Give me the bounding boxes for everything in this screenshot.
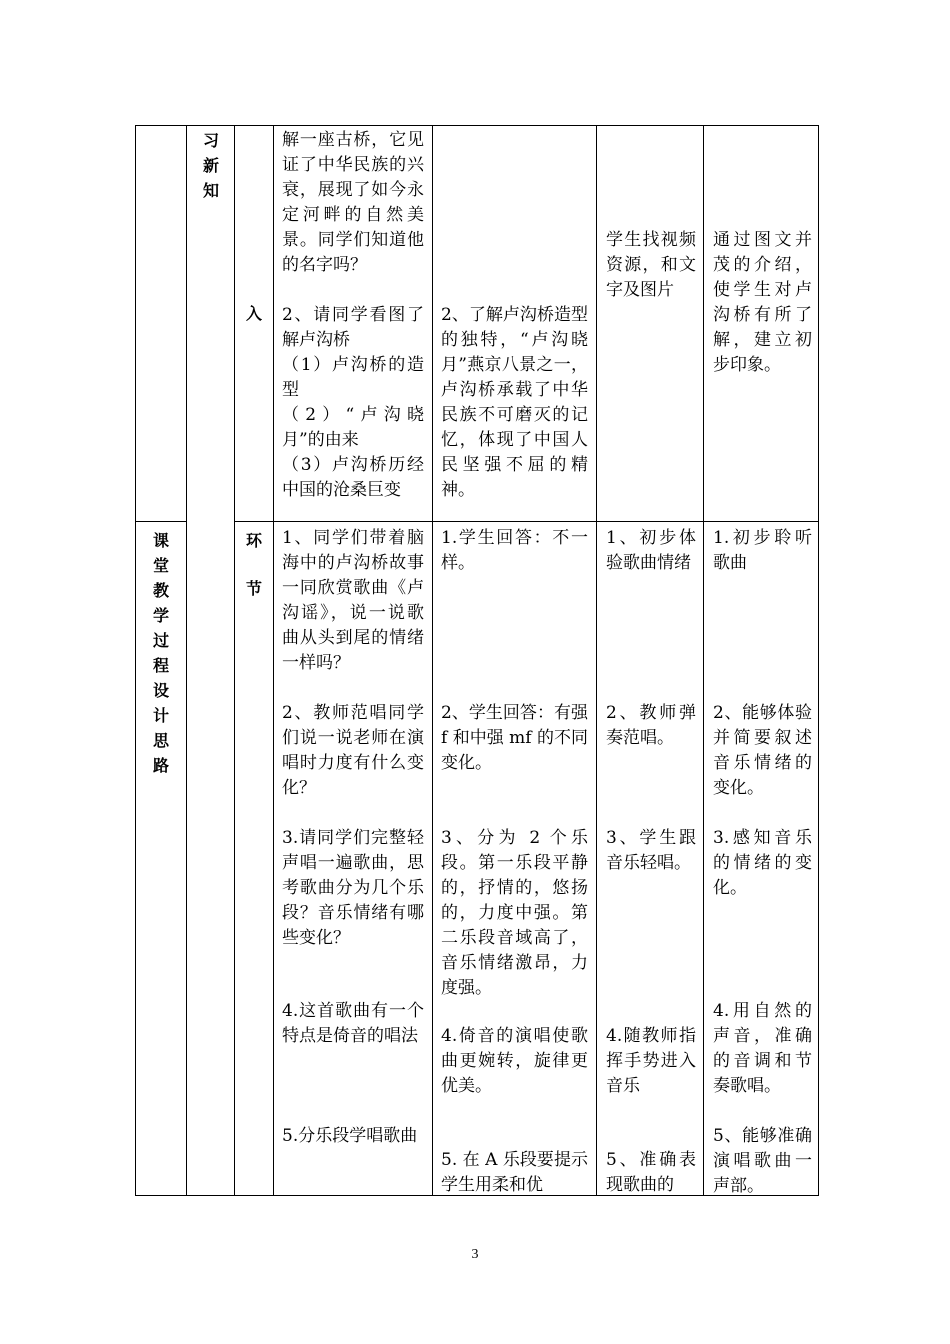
row-divider — [136, 521, 186, 522]
teacher-activity: 5.分乐段学唱歌曲 — [282, 1126, 418, 1146]
student-activity: 2、了解卢沟桥造型的独特，“卢沟晓月”燕京八景之一，卢沟桥承载了中华民族不可磨灭的记忆，体现了中国人民坚强不屈的精神。 — [441, 305, 588, 500]
grid-line — [596, 126, 597, 1195]
grid-line — [234, 126, 235, 1195]
media-use: 4.随教师指挥手势进入音乐 — [606, 1026, 696, 1096]
student-activity: 2、学生回答：有强 f 和中强 mf 的不同变化。 — [441, 703, 588, 773]
media-use: 2、教师弹奏范唱。 — [606, 703, 696, 748]
design-intent: 2、能够体验并简要叙述音乐情绪的变化。 — [713, 703, 812, 798]
stage-label-char: 习 — [202, 131, 219, 150]
grid-line — [432, 126, 433, 1195]
media-use: 学生找视频资源，和文字及图片 — [606, 230, 696, 300]
media-use: 5、准确表现歌曲的 — [606, 1150, 696, 1195]
lesson-plan-table — [135, 125, 819, 1196]
grid-line — [273, 126, 274, 1195]
design-intent: 通过图文并茂的介绍，使学生对卢沟桥有所了解，建立初步印象。 — [713, 230, 812, 375]
teacher-activity: （1）卢沟桥的造型 — [282, 355, 424, 400]
section-label-char: 学 — [152, 606, 169, 625]
student-activity: 5. 在 A 乐段要提示学生用柔和优 — [441, 1150, 588, 1195]
stage-label-char: 知 — [202, 181, 219, 200]
section-label-char: 设 — [152, 681, 169, 700]
teacher-activity: 4.这首歌曲有一个特点是倚音的唱法 — [282, 1001, 424, 1046]
section-label-char: 计 — [152, 706, 169, 725]
step-label-char: 节 — [245, 579, 262, 598]
grid-line — [703, 126, 704, 1195]
design-intent: 3.感知音乐的情绪的变化。 — [713, 828, 812, 898]
design-intent: 5、能够准确演唱歌曲一声部。 — [713, 1126, 812, 1196]
teacher-activity: 解一座古桥，它见证了中华民族的兴衰，展现了如今永定河畔的自然美景。同学们知道他的名字吗？ — [282, 130, 424, 275]
design-intent: 1.初步聆听歌曲 — [713, 528, 812, 573]
page-number: 3 — [471, 1247, 479, 1262]
teacher-activity: （3）卢沟桥历经中国的沧桑巨变 — [282, 455, 424, 500]
step-label-char: 环 — [245, 531, 262, 550]
media-use: 3、学生跟音乐轻唱。 — [606, 828, 696, 873]
teacher-activity: （2）“卢沟晓月”的由来 — [282, 405, 424, 450]
student-activity: 4.倚音的演唱使歌曲更婉转，旋律更优美。 — [441, 1026, 588, 1096]
teacher-activity: 1、同学们带着脑海中的卢沟桥故事一同欣赏歌曲《卢沟谣》，说一说歌曲从头到尾的情绪一样吗？ — [282, 528, 424, 673]
section-label-char: 课 — [152, 531, 169, 550]
section-label-char: 堂 — [152, 556, 169, 575]
row-divider — [234, 521, 818, 522]
stage-label-char: 新 — [202, 156, 219, 175]
teacher-activity: 2、请同学看图了解卢沟桥 — [282, 305, 424, 350]
student-activity: 1.学生回答：不一样。 — [441, 528, 588, 573]
teacher-activity: 2、教师范唱同学们说一说老师在演唱时力度有什么变化？ — [282, 703, 424, 798]
step-label-intro: 入 — [245, 304, 262, 323]
section-label-char: 思 — [152, 731, 169, 750]
media-use: 1、初步体验歌曲情绪 — [606, 528, 696, 573]
student-activity: 3、分为 2 个乐段。第一乐段平静的，抒情的，悠扬的，力度中强。第二乐段音域高了，音乐情绪激昂，力度强。 — [441, 828, 588, 998]
teacher-activity: 3.请同学们完整轻声唱一遍歌曲，思考歌曲分为几个乐段？音乐情绪有哪些变化？ — [282, 828, 424, 948]
section-label-char: 程 — [152, 656, 169, 675]
section-label-char: 教 — [152, 581, 169, 600]
design-intent: 4.用自然的声音，准确的音调和节奏歌唱。 — [713, 1001, 812, 1096]
grid-line — [186, 126, 187, 1195]
section-label-char: 过 — [152, 631, 169, 650]
section-label-char: 路 — [152, 756, 169, 775]
